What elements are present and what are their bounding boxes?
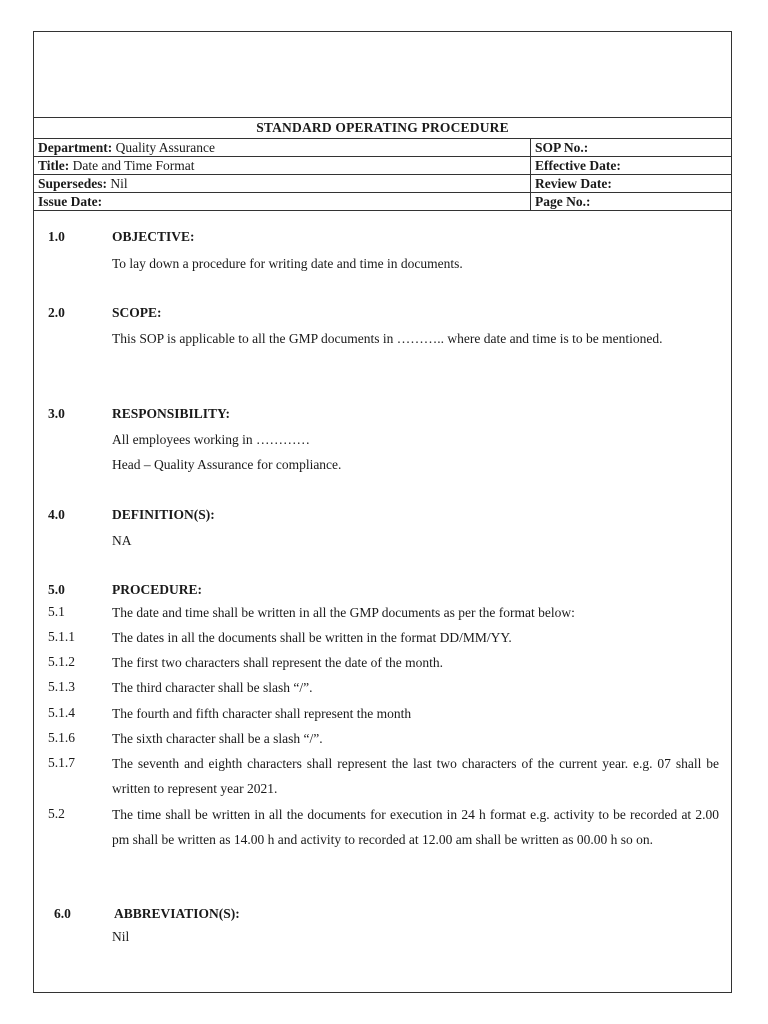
item-text: The seventh and eighth characters shall represent the last two characters of the current year. e.g. 07 shall be written to represent year 2021. [112,756,719,796]
department-cell [34,139,531,157]
title-value: Date and Time Format [69,158,195,173]
supersedes-value: Nil [107,176,128,191]
supersedes-label: Supersedes: [38,176,108,191]
objective-text: To lay down a procedure for writing date and time in documents. [112,256,463,271]
item-text: The date and time shall be written in all the GMP documents as per the format below: [112,605,575,620]
header-row [34,193,732,211]
issue-date-label: Issue Date: [38,194,103,209]
section-number: 5.0 [48,582,65,597]
item-number: 5.1.7 [48,755,75,770]
page-no-label: Page No.: [531,193,732,211]
item-number: 5.1.3 [48,679,75,694]
issue-date-cell [34,193,531,211]
effective-date-label: Effective Date: [531,157,732,175]
section-heading: ABBREVIATION(S): [114,906,240,921]
section-heading: SCOPE: [112,305,162,320]
item-text: The fourth and fifth character shall represent the month [112,706,412,721]
item-number: 5.1.2 [48,654,75,669]
item-number: 5.1 [48,604,65,619]
title-cell [34,157,531,175]
item-number: 5.1.4 [48,705,75,720]
section-number: 2.0 [48,305,65,320]
item-number: 5.1.1 [48,629,75,644]
abbreviations-text: Nil [112,929,130,944]
item-text: The dates in all the documents shall be written in the format DD/MM/YY. [112,630,512,645]
section-number: 4.0 [48,507,65,522]
section-heading: RESPONSIBILITY: [112,406,231,421]
header-row [34,175,732,193]
section-heading: DEFINITION(S): [112,507,215,522]
responsibility-line-1: All employees working in ………… [112,432,310,447]
section-number: 6.0 [54,906,71,921]
responsibility-line-2: Head – Quality Assurance for compliance. [112,457,342,472]
section-number: 3.0 [48,406,65,421]
header-row [34,157,732,175]
item-text: The third character shall be slash “/”. [112,680,313,695]
sop-no-label: SOP No.: [531,139,732,157]
supersedes-cell [34,175,531,193]
logo-area [34,32,731,117]
sop-header-table [33,117,732,211]
review-date-label: Review Date: [531,175,732,193]
section-heading: PROCEDURE: [112,582,202,597]
scope-text: This SOP is applicable to all the GMP documents in ……….. where date and time is to be mentioned. [112,331,663,346]
department-label: Department: [38,140,113,155]
header-row [34,139,732,157]
item-text: The time shall be written in all the documents for execution in 24 h format e.g. activity to be recorded at 2.00 pm shall be written as 14.00 h and activity to recorded at 12.00 am shall be written as 00.00 h so on. [112,807,719,847]
section-heading: OBJECTIVE: [112,229,195,244]
definitions-text: NA [112,533,132,548]
item-number: 5.2 [48,806,65,821]
section-number: 1.0 [48,229,65,244]
item-text: The sixth character shall be a slash “/”. [112,731,323,746]
item-text: The first two characters shall represent the date of the month. [112,655,444,670]
department-value: Quality Assurance [112,140,215,155]
item-number: 5.1.6 [48,730,75,745]
sop-title: STANDARD OPERATING PROCEDURE [34,118,732,139]
title-label: Title: [38,158,70,173]
